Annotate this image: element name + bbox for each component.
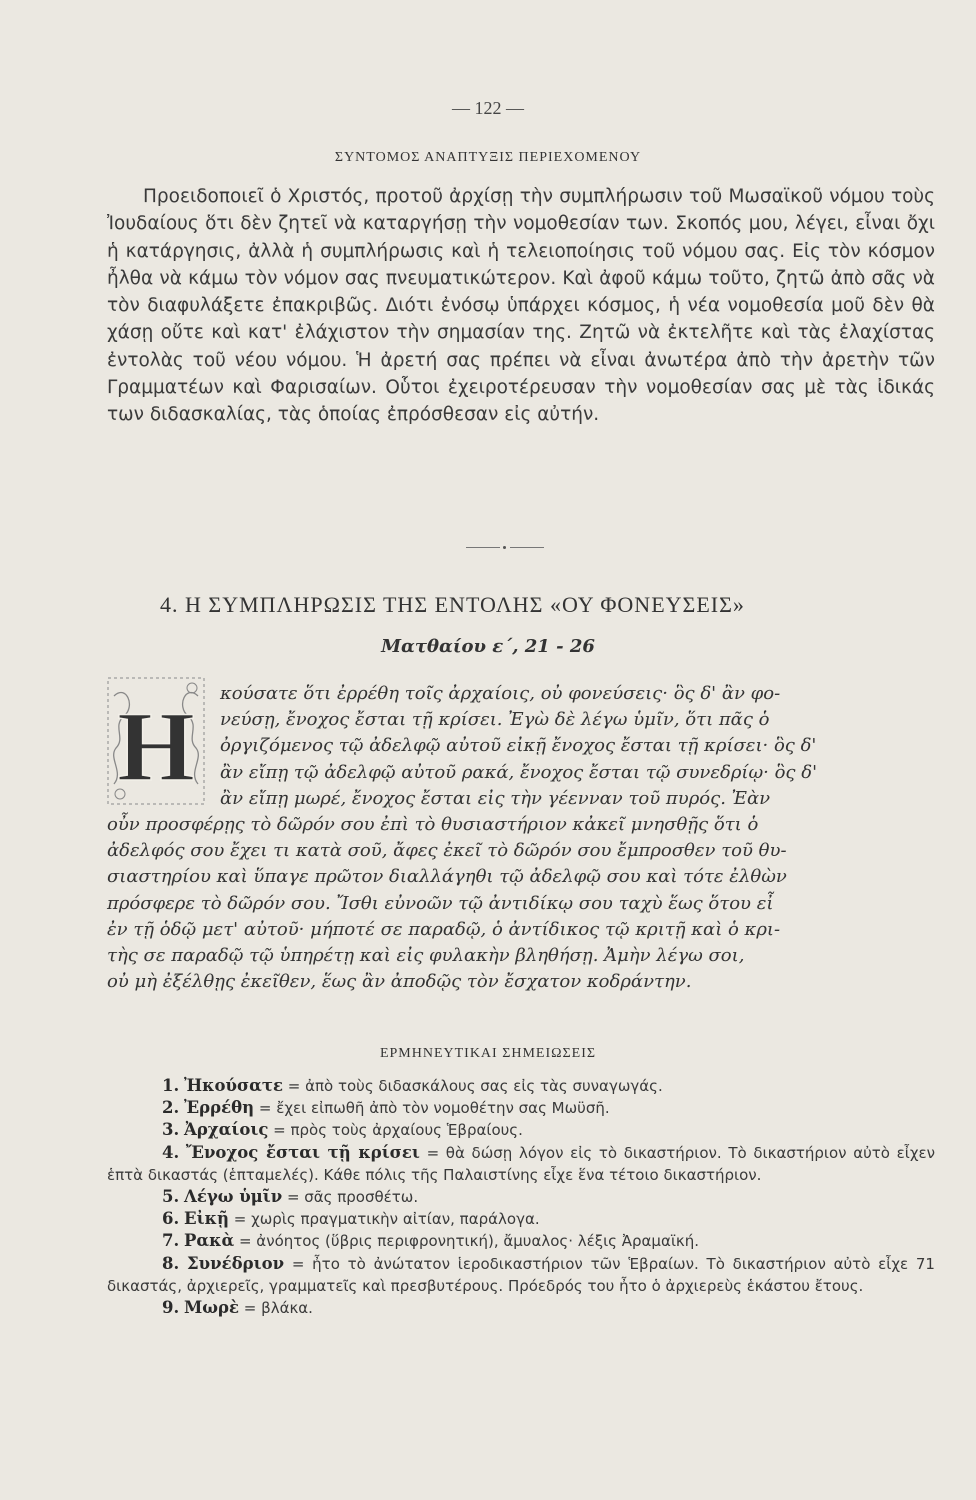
scripture-continuation [107, 812, 935, 995]
note-definition: = σᾶς προσθέτω. [286, 1188, 419, 1207]
note-term: Ἐρρέθη [184, 1098, 255, 1118]
scripture-line: πρόσφερε τὸ δῶρόν σου. Ἴσθι εὐνοῶν τῷ ἀντιδίκῳ σου ταχὺ ἕως ὅτου εἶ [107, 892, 774, 914]
note-number: 2. [162, 1098, 180, 1118]
note-term: Συνέδριον [187, 1253, 285, 1273]
note-number: 5. [162, 1187, 180, 1207]
section-title: 4. Η ΣΥΜΠΛΗΡΩΣΙΣ ΤΗΣ ΕΝΤΟΛΗΣ «ΟΥ ΦΟΝΕΥΣΕΙΣ» [160, 592, 745, 617]
scripture-opening-lines [220, 681, 934, 812]
notes-list [107, 1075, 935, 1319]
scripture-line: νεύσῃ, ἔνοχος ἔσται τῇ κρίσει. Ἐγὼ δὲ λέγω ὑμῖν, ὅτι πᾶς ὁ [220, 709, 770, 731]
note-term: Μωρὲ [184, 1298, 239, 1318]
scripture-line: σιαστηρίου καὶ ὕπαγε πρῶτον διαλλάγηθι τῷ ἀδελφῷ σου καὶ τότε ἐλθὼν [107, 866, 787, 888]
note-definition: = χωρὶς πραγματικὴν αἰτίαν, παράλογα. [233, 1210, 540, 1229]
drop-cap-letter: Η [117, 691, 195, 802]
note-item [107, 1075, 935, 1097]
ornamental-drop-cap [106, 676, 206, 806]
note-number: 7. [162, 1231, 180, 1251]
note-number: 4. [162, 1142, 180, 1162]
note-item [107, 1119, 935, 1141]
note-item [107, 1297, 935, 1319]
scripture-line: ἐν τῇ ὁδῷ μετ' αὐτοῦ· μήποτέ σε παραδῷ, ὁ ἀντίδικος τῷ κριτῇ καὶ ὁ κρι- [107, 918, 781, 940]
note-item [107, 1230, 935, 1252]
note-definition: = ἔχει εἰπωθῆ ἀπὸ τὸν νομοθέτην σας Μωϋσῆ. [258, 1099, 610, 1118]
scripture-line: τὴς σε παραδῷ τῷ ὑπηρέτῃ καὶ εἰς φυλακὴν βληθήσῃ. Ἀμὴν λέγω σοι, [107, 945, 745, 967]
note-term: Ἠκούσατε [184, 1076, 283, 1095]
note-term: Εἰκῇ [184, 1209, 229, 1229]
scripture-line: ἂν εἴπῃ τῷ ἀδελφῷ αὐτοῦ ρακά, ἔνοχος ἔσται τῷ συνεδρίῳ· ὃς δ' [220, 761, 818, 783]
note-definition: = ἀνόητος (ὕβρις περιφρονητική), ἄμυαλος· λέξις Ἀραμαϊκή. [238, 1232, 700, 1251]
note-term: Ἔνοχος ἔσται τῇ κρίσει [185, 1142, 420, 1162]
note-term: Λέγω ὑμῖν [184, 1187, 283, 1207]
note-number: 6. [162, 1209, 180, 1229]
note-number: 8. [162, 1253, 180, 1273]
scripture-line: κούσατε ὅτι ἐρρέθη τοῖς ἀρχαίοις, οὐ φονεύσεις· ὃς δ' ἂν φο- [220, 683, 781, 704]
note-definition: = ἦτο τὸ ἀνώτατον ἱεροδικαστήριον τῶν Ἑβραίων. Τὸ δικαστήριον αὐτὸ εἶχε 71 δικαστάς, ἀρχιερεῖς, γραμματεῖς καὶ πρεσβυτέρους. Πρόεδρός του ἦτο ὁ ἀρχιερεὺς ἑκάστου ἔτους. [107, 1254, 935, 1295]
note-item [107, 1253, 935, 1297]
note-definition: = βλάκα. [243, 1299, 313, 1318]
summary-heading: ΣΥΝΤΟΜΟΣ ΑΝΑΠΤΥΞΙΣ ΠΕΡΙΕΧΟΜΕΝΟΥ [334, 150, 642, 165]
note-term: Ἀρχαίοις [184, 1120, 269, 1140]
note-number: 3. [162, 1120, 180, 1140]
note-definition: = πρὸς τοὺς ἀρχαίους Ἑβραίους. [273, 1121, 523, 1140]
scripture-line: οὐ μὴ ἐξέλθῃς ἐκεῖθεν, ἕως ἂν ἀποδῷς τὸν ἔσχατον κοδράντην. [107, 971, 692, 993]
scripture-line: ἀδελφός σου ἔχει τι κατὰ σοῦ, ἄφες ἐκεῖ τὸ δῶρόν σου ἔμπροσθεν τοῦ θυ- [107, 840, 787, 862]
page-number: — 122 — [452, 98, 524, 118]
note-definition: = ἀπὸ τοὺς διδασκάλους σας εἰς τὰς συναγωγάς. [287, 1077, 663, 1095]
note-item [107, 1142, 935, 1186]
scripture-reference: Ματθαίου ε΄, 21 - 26 [381, 636, 595, 657]
note-item [107, 1186, 935, 1208]
note-item [107, 1097, 935, 1119]
note-number: 1. [162, 1076, 180, 1095]
scripture-line: οὖν προσφέρῃς τὸ δῶρόν σου ἐπὶ τὸ θυσιαστήριον κἀκεῖ μνησθῇς ὅτι ὁ [107, 814, 759, 835]
scripture-line: ὀργιζόμενος τῷ ἀδελφῷ αὐτοῦ εἰκῇ ἔνοχος ἔσται τῇ κρίσει· ὃς δ' [220, 735, 817, 757]
note-definition: = θὰ δώσῃ λόγον εἰς τὸ δικαστήριον. Τὸ δικαστήριον αὐτὸ εἶχεν ἑπτὰ δικαστάς (ἑπταμελές). Κάθε πόλις τῆς Παλαιστίνης εἶχε ἕνα τέτοιο δικαστήριον. [107, 1143, 935, 1184]
note-item [107, 1208, 935, 1230]
note-number: 9. [162, 1298, 180, 1318]
note-term: Ρακὰ [184, 1231, 235, 1251]
summary-paragraph: Προειδοποιεῖ ὁ Χριστός, προτοῦ ἀρχίσῃ τὴν συμπλήρωσιν τοῦ Μωσαϊκοῦ νόμου τοὺς Ἰουδαίους ὅτι δὲν ζητεῖ νὰ καταργήσῃ τὴν νομοθεσίαν των. Σκοπός μου, λέγει, εἶναι ὄχι ἡ κατάργησις, ἀλλὰ ἡ συμπλήρωσις καὶ ἡ τελειοποίησις τοῦ νόμου σας. Εἰς τὸν κόσμον ἦλθα νὰ κάμω τὸν νόμον σας πνευματικώτερον. Καὶ ἀφοῦ κάμω τοῦτο, ζητῶ ἀπὸ σᾶς νὰ τὸν διαφυλάξετε ἐπακριβῶς. Διότι ἐνόσῳ ὑπάρχει κόσμος, ἡ νέα νομοθεσία μοῦ δὲν θὰ χάσῃ οὔτε καὶ κατ' ἐλάχιστον τὴν σημασίαν της. Ζητῶ νὰ ἐκτελῆτε καὶ τὰς ἐλαχίστας ἐντολὰς τοῦ νέου νόμου. Ἡ ἀρετή σας πρέπει νὰ εἶναι ἀνωτέρα ἀπὸ τὴν ἀρετὴν τῶν Γραμματέων καὶ Φαρισαίων. Οὗτοι ἐχειροτέρευσαν τὴν νομοθεσίαν σας μὲ τὰς ἰδικάς των διδασκαλίας, τὰς ὁποίας ἐπρόσθεσαν εἰς αὐτήν. [107, 186, 935, 426]
notes-heading: ΕΡΜΗΝΕΥΤΙΚΑΙ ΣΗΜΕΙΩΣΕΙΣ [379, 1046, 597, 1061]
scripture-line: ἂν εἴπῃ μωρέ, ἔνοχος ἔσται εἰς τὴν γέενναν τοῦ πυρός. Ἐὰν [220, 787, 771, 809]
section-divider [466, 543, 544, 553]
